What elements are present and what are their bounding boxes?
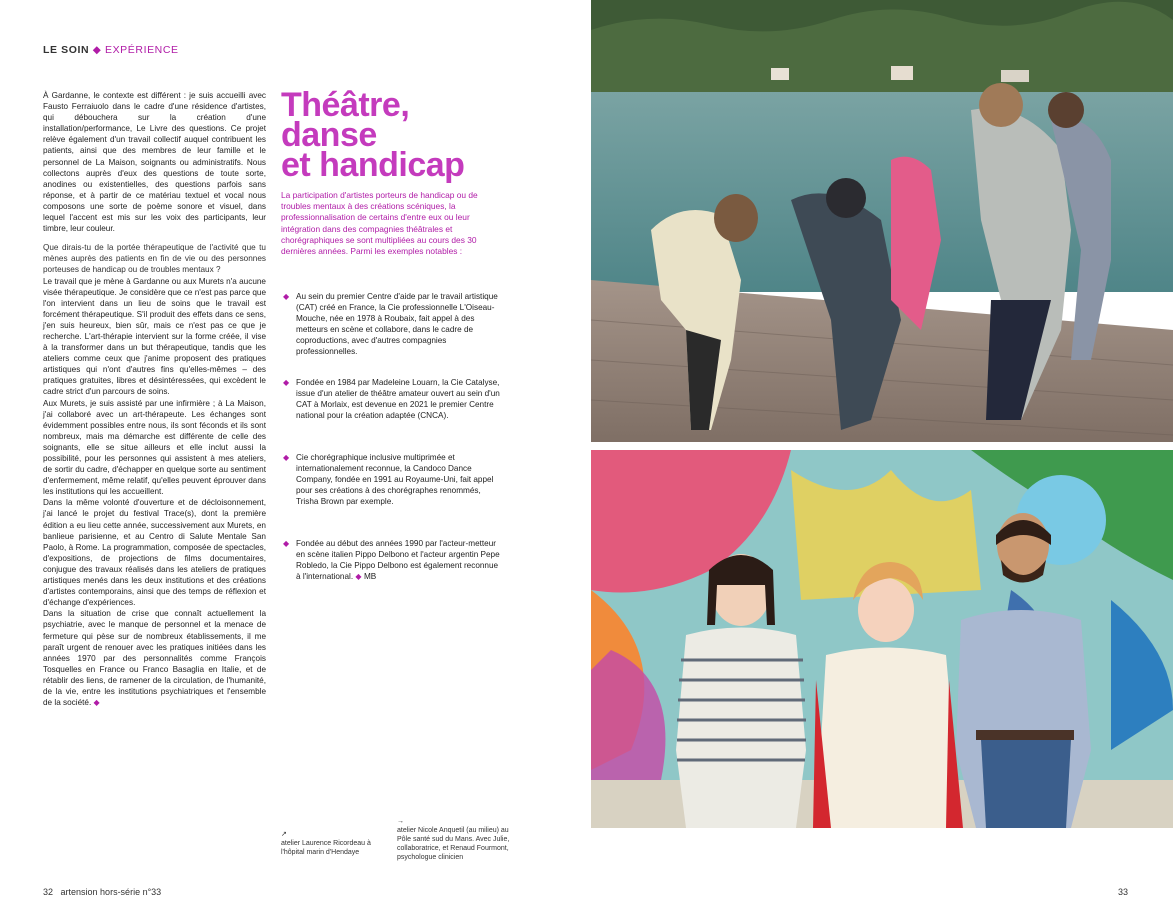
paragraph-2: Le travail que je mène à Gardanne ou aux Murets n'a aucune visée thérapeutique. Je considère que ce n'est pas parce que l'on intervient dans un lieu de soins que le travail est forcément thérapeutique. S'il produit des effets dans ce sens, j'en suis heureux, bien sûr, mais ce n'est pas ce que je recherche. L'art-thérapie intervient sur la forme créée, il vise à la transformer dans un but thérapeutique, tandis que les ateliers comme ceux que j'anime proposent des pratiques artistiques qui n'ont d'autres fins qu'elles-mêmes – des pratiques gratuites, libres et désintéressées, qui excèdent le cadre strict d'un parcours de soins.: [43, 276, 266, 397]
subsection-label: EXPÉRIENCE: [104, 44, 179, 56]
diamond-bullet-icon: ◆: [283, 539, 290, 548]
author-signature: MB: [363, 572, 377, 582]
bullet-text: Au sein du premier Centre d'aide par le travail artistique (CAT) créé en France, la Cie professionnelle L'Oiseau-Mouche, née en 1978 à Roubaix, fait appel à des metteurs en scène et collabore, dans le cadre de coproductions, avec d'autres compagnies professionnelles.: [296, 292, 498, 357]
painting-workshop-illustration: [591, 450, 1173, 828]
photo-caption-right: [397, 817, 512, 862]
bullet-item: [283, 291, 503, 358]
arrow-up-right-icon: ↗: [281, 831, 287, 838]
sidebar-lead: La participation d'artistes porteurs de handicap ou de troubles mentaux à des créations scéniques, la professionnalisation de certains d'entre eux ou leur intégration dans des compagnies théâtrales et chorégraphiques se sont multipliées au cours des 30 dernières années. Parmi les exemples notables :: [281, 190, 478, 257]
section-label: LE SOIN: [43, 44, 90, 56]
bullet-text: [296, 538, 503, 582]
diamond-bullet-icon: ◆: [283, 378, 290, 387]
photo-dance-workshop: [591, 0, 1173, 442]
dance-workshop-illustration: [591, 0, 1173, 442]
paragraph-5: [43, 608, 266, 708]
page-number-right: 33: [1118, 887, 1129, 897]
bullet-text: Fondée en 1984 par Madeleine Louarn, la Cie Catalyse, issue d'un atelier de théâtre amateur ouvert au sein d'un CAT à Morlaix, est devenue en 2021 le premier Centre national pour la création adaptée (CNCA).: [296, 378, 500, 421]
interview-question: Que dirais-tu de la portée thérapeutique de l'activité que tu mènes auprès des patients en fin de vie ou des personnes porteuses de handicap ou de troubles mentaux ?: [43, 243, 266, 275]
bullet-item: [283, 452, 503, 507]
magazine-name: artension hors-série n°33: [60, 887, 162, 897]
footer-left: [43, 887, 161, 897]
arrow-right-icon: →: [397, 818, 404, 825]
bullet-item: [283, 377, 503, 421]
article-body: [43, 90, 266, 708]
paragraph-1: À Gardanne, le contexte est différent : je suis accueilli avec Fausto Ferraiuolo dans le cadre d'une résidence d'artistes, qui débouchera sur la création d'une installation/performance, Le Livre des questions. Ce projet relève également d'un travail collectif auquel contribuent les patients, ainsi que des membres de leur famille et le personnel de La Maison, soignants ou administratifs. Nous collectons auprès d'eux des questions de toute sorte, anodines ou existentielles, des questions parfois sans réponse, et à partir de ce matériau textuel et vocal nous composons une sorte de poème sonore et visuel, dans lequel l'accent est mis sur les voix des participants, leur timbre, leur couleur.: [43, 91, 266, 234]
section-header: [43, 44, 179, 56]
sidebar-title: [281, 86, 521, 184]
bullet-text-content: Fondée au début des années 1990 par l'acteur-metteur en scène italien Pippo Delbono et l'acteur argentin Pepe Robledo, la Cie Pippo Delbono est également reconnue à l'international.: [296, 539, 500, 582]
paragraph-5-text: Dans la situation de crise que connaît actuellement la psychiatrie, avec le manque de personnel et la menace de fermeture qui pèse sur de nombreux établissements, il me paraît urgent de renouer avec les pratiques initiées dans les années 1970 par des personnalités comme François Tosquelles en France ou Franco Basaglia en Italie, et de rétablir des liens, de ramener de la circulation, de l'humanité, de la vie, entre les institutions psychiatriques et l'ensemble de la société.: [43, 609, 266, 708]
title-line: danse: [281, 116, 377, 154]
bullet-text: Cie chorégraphique inclusive multiprimée et internationalement reconnue, la Candoco Dance Company, fondée en 1991 au Royaume-Uni, fait appel pour ses créations à des chorégraphes renommés, Trisha Brown par exemple.: [296, 453, 494, 507]
diamond-icon: ◆: [92, 44, 102, 56]
photo-painting-workshop: [591, 450, 1173, 828]
diamond-bullet-icon: ◆: [283, 292, 290, 301]
caption-text: atelier Laurence Ricordeau à l'hôpital marin d'Hendaye: [281, 840, 371, 856]
title-line: Théâtre,: [281, 86, 410, 124]
page-number-left: 32: [43, 887, 54, 897]
photo-caption-left: [281, 830, 376, 857]
paragraph-3: Aux Murets, je suis assisté par une infirmière ; à La Maison, j'ai collaboré avec un art-thérapeute. Les échanges sont évidemment possibles entre nous, ils sont féconds et ils sont nombreux, mais ma démarche est différente de celle des soignants, elle se situe ailleurs et elle inclut aussi la possibilité, pour les personnes qui assistent à mes ateliers, de sortir du cadre, d'échapper en quelque sorte au sentiment d'enfermement, même relatif, qu'elles peuvent éprouver dans les institutions qui les accueillent.: [43, 398, 266, 497]
end-diamond-icon: ◆: [355, 572, 362, 582]
title-line: et handicap: [281, 146, 465, 184]
diamond-bullet-icon: ◆: [283, 453, 290, 462]
bullet-item: [283, 538, 503, 582]
end-diamond-icon: ◆: [93, 698, 100, 708]
paragraph-4: Dans la même volonté d'ouverture et de décloisonnement, j'ai lancé le projet du festival Trace(s), dont la première édition a eu lieu cette année, successivement aux Murets, en banlieue parisienne, et au Centro di Salute Mentale San Paolo, à Rome. La programmation, composée de spectacles, d'expositions, de projections de films documentaires, conjugue des travaux réalisés dans les ateliers de pratiques artistiques menés dans les deux institutions et des créations d'artistes contemporains, ainsi que des temps de réflexion et d'échange d'expériences.: [43, 498, 266, 608]
caption-text: atelier Nicole Anquetil (au milieu) au Pôle santé sud du Mans. Avec Julie, collaboratrice, et Renaud Fourmont, psychologue clinicien: [397, 827, 510, 861]
